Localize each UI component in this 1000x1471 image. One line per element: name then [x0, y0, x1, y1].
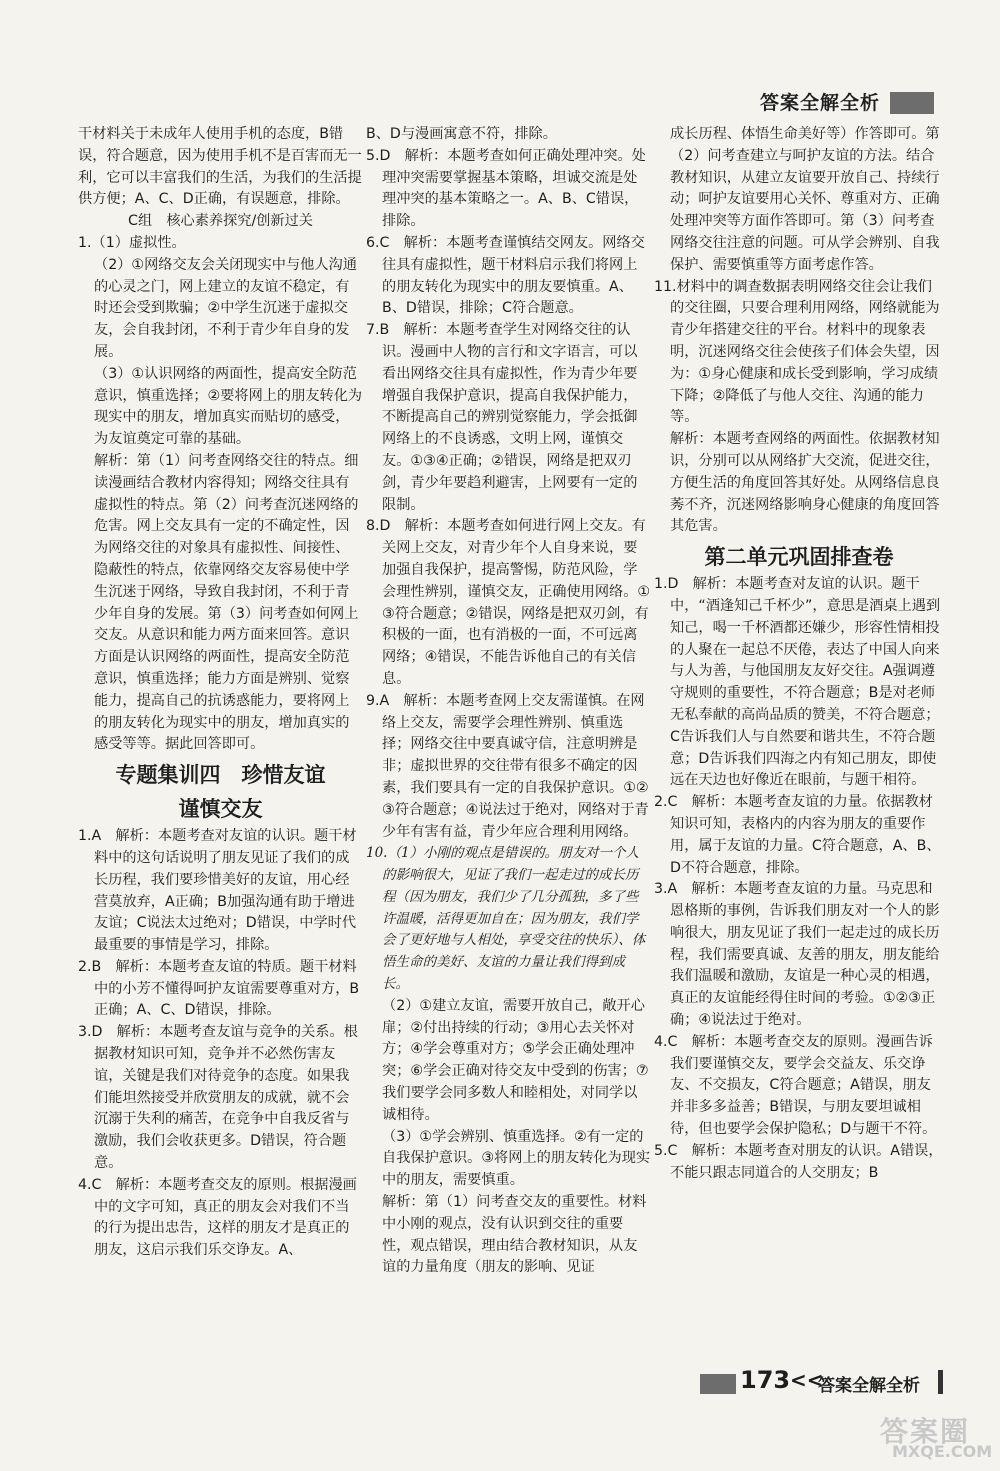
header-label: 答案全解全析: [759, 92, 880, 114]
page-number: 173: [740, 1366, 791, 1394]
header-bar: [890, 92, 934, 114]
analysis: 解析：第（1）问考查交友的重要性。材料中小刚的观点，没有认识到交往的重要性，观点错误，理由结合教材知识，从友谊的力量角度（朋友的影响、见证: [382, 1194, 647, 1276]
answer-item: 5.D 解析：本题考查如何正确处理冲突。处理冲突需要掌握基本策略，坦诚交流是处理冲突的基本策略之一。A、B、C错误，排除。: [366, 147, 646, 230]
answer-item: 5.C 解析：本题考查对朋友的认识。A错误，不能只跟志同道合的人交朋友；B: [654, 1142, 943, 1181]
answer-item: 10.（1）小刚的观点是错误的。朋友对一个人的影响很大，见证了我们一起走过的成长历程（因为朋友，我们少了几分孤独，多了些许温暖，活得更加自在；因为朋友，我们学会了更好地与人相处，享受交往的快乐）、体悟生命的美好、友谊的力量让我们得到成长。: [366, 845, 646, 993]
answer-item: 7.B 解析：本题考查学生对网络交往的认识。漫画中人物的言行和文字语言，可以看出网络交往具有虚拟性，作为青少年要增强自我保护意识，提高自我保护能力，不断提高自己的辨别觉察能力，学会抵御网络上的不良诱惑，文明上网，谨慎交友。①③④正确；②错误，网络是把双刃剑，青少年要趋利避害，上网要有一定的限制。: [366, 322, 638, 513]
watermark: 答案圈: [880, 1415, 971, 1448]
footer-bar: [700, 1374, 736, 1394]
answer-item: 2.C 解析：本题考查友谊的力量。依据教材知识可知，表格内的内容为朋友的重要作用，属于友谊的力量。C符合题意，A、B、D不符合题意，排除。: [654, 794, 941, 876]
analysis: 解析：第（1）问考查网络交往的特点。细读漫画结合教材内容得知；网络交往具有虚拟性的特点。第（2）问考查沉迷网络的危害。网上交友具有一定的不确定性，因为网络交往的对象具有虚拟性、间接性、隐蔽性的特点，依靠网络交友容易使中学生沉迷于网络，导致自我封闭，不利于青少年自身的发展。第（3）问考查如何网上交友。从意识和能力两方面来回答。意识方面是认识网络的两面性，提高安全防范意识，慎重选择；能力方面是辨别、觉察能力，提高自己的抗诱惑能力，要将网上的朋友转化为现实中的朋友，增加真实的感受等等。据此回答即可。: [94, 452, 359, 753]
answer-item: 1.D 解析：本题考查对友谊的认识。题干中，“酒逢知己千杯少”，意思是酒桌上遇到知己，喝一千杯酒都还嫌少，形容性情相投的人聚在一起总不厌倦，表达了中国人向来与人为善，与他国朋友友好交往。A强调遵守规则的重要性，不符合题意；B是对老师无私奉献的高尚品质的赞美，不符合题意；C告诉我们人与自然要和谐共生，不符合题意；D告诉我们四海之内有知己朋友，即使远在天边也好像近在眼前，与题干相符。: [654, 576, 941, 789]
column-3: [654, 124, 944, 1184]
footer-label: 答案全解全析: [818, 1376, 920, 1396]
section-title: 专题集训四 珍惜友谊: [115, 763, 326, 788]
paragraph: （2）①网络交友会关闭现实中与他人沟通的心灵之门，网上建立的友谊不稳定，有时还会受到欺骗；②中学生沉迷于虚拟交友，会自我封闭，不利于青少年自身的发展。: [94, 256, 357, 360]
paragraph: 成长历程、体悟生命美好等）作答即可。第（2）问考查建立与呵护友谊的方法。结合教材知识，从建立友谊要开放自己、持续行动；呵护友谊要用心关怀、尊重对方、正确处理冲突等方面作答即可。第（3）问考查网络交往注意的问题。可从学会辨别、自我保护、需要慎重等方面考虑作答。: [670, 126, 940, 273]
paragraph: （3）①学会辨别、慎重选择。②有一定的自我保护意识。③将网上的朋友转化为现实中的朋友，需要慎重。: [382, 1128, 651, 1189]
answer-item: 4.C 解析：本题考查交友的原则。根据漫画中的文字可知，真正的朋友会对我们不当的行为提出忠告，这样的朋友才是真正的朋友，这启示我们乐交诤友。A、: [78, 1176, 357, 1259]
answer-item: 8.D 解析：本题考查如何进行网上交友。有关网上交友，对青少年个人自身来说，要加强自我保护，提高警惕，防范风险，学会理性辨别，谨慎交友，正确使用网络。①③符合题意；②错误，网络是把双刃剑，有积极的一面，也有消极的一面，不可远离网络；④错误，不能告诉他自己的有关信息。: [366, 518, 651, 687]
watermark-url: MXQE.COM: [892, 1442, 993, 1461]
answer-item: 4.C 解析：本题考查交友的原则。漫画告诉我们要谨慎交友，要学会交益友、乐交诤友、不交损友，C符合题意；A错误，朋友并非多多益善；B错误，与朋友要坦诚相待，但也要学会保护隐私；D与题干不符。: [654, 1033, 937, 1138]
answer-item: 9.A 解析：本题考查网上交友需谨慎。在网络上交友，需要学会理性辨别、慎重选择；网络交往中要真诚守信，注意明辨是非；虚拟世界的交往带有很多不确定的因素，我们要具有一定的自我保护意识。①②③符合题意；④说法过于绝对，网络对于青少年有害有益，青少年应合理利用网络。: [366, 692, 649, 840]
chevron-left-icon: <<: [790, 1368, 824, 1392]
paragraph: B、D与漫画寓意不符，排除。: [366, 126, 557, 142]
answer-item: 11.材料中的调查数据表明网络交往会让我们的交往圈，只要合理利用网络，网络就能为青少年搭建交往的平台。材料中的现象表明，沉迷网络交往会使孩子们体会失望，因为：①身心健康和成长受到影响，学习成绩下降；②降低了与他人交往、沟通的能力等。: [654, 278, 940, 426]
answer-item: 1.A 解析：本题考查对友谊的认识。题干材料中的这句话说明了朋友见证了我们的成长历程，我们要珍惜美好的友谊，用心经营莫放弃，A正确；B加强沟通有助于增进友谊；C说法太过绝对；D错误，中学时代最重要的事情是学习，排除。: [78, 828, 357, 954]
answer-item: 1.（1）虚拟性。: [78, 234, 186, 251]
column-2: [366, 124, 651, 1279]
paragraph: （2）①建立友谊，需要开放自己，敞开心扉；②付出持续的行动；③用心去关怀对方；④学会尊重对方；⑤学会正确处理冲突；⑥学会正确对待交友中受到的伤害；⑦我们要学会同多数人和睦相处，对同学以诚相待。: [382, 997, 649, 1123]
group-heading: C组 核心素养探究/创新过关: [128, 213, 313, 230]
analysis: 解析：本题考查网络的两面性。依据教材知识，分别可以从网络扩大交流，促进交往，方便生活的角度回答其好处。从网络信息良莠不齐，沉迷网络影响身心健康的角度回答其危害。: [670, 431, 940, 535]
paragraph: 干材料关于未成年人使用手机的态度，B错误，符合题意，因为使用手机不是百害而无一利，它可以丰富我们的生活，为我们的生活提供方便；A、C、D正确，有误题意，排除。: [78, 126, 362, 208]
section-subtitle: 谨慎交友: [178, 797, 263, 822]
answer-item: 6.C 解析：本题考查谨慎结交网友。网络交往具有虚拟性，题干材料启示我们将网上的朋友转化为现实中的朋友要慎重。A、B、D错误，排除；C符合题意。: [366, 234, 645, 317]
answer-item: 3.D 解析：本题考查友谊与竞争的关系。根据教材知识可知，竞争并不必然伤害友谊，关键是我们对待竞争的态度。如果我们能坦然接受并欣赏朋友的成就，就不会沉溺于失利的痛苦，在竞争中自我反省与激励，我们会收获更多。D错误，符合题意。: [78, 1024, 358, 1172]
answer-item: 2.B 解析：本题考查友谊的特质。题干材料中的小芳不懂得呵护友谊需要尊重对方，B正确；A、C、D错误，排除。: [78, 958, 360, 1019]
paragraph: （3）①认识网络的两面性，提高安全防范意识，慎重选择；②要将网上的朋友转化为现实中的朋友，增加真实而贴切的感受，为友谊奠定可靠的基础。: [94, 365, 363, 448]
section-title: 第二单元巩固排查卷: [704, 545, 894, 570]
footer-end-bar: [938, 1370, 943, 1394]
column-1: [78, 124, 363, 1262]
answer-item: 3.A 解析：本题考查友谊的力量。马克思和恩格斯的事例，告诉我们朋友对一个人的影响很大，朋友见证了我们一起走过的成长历程，我们需要真诚、友善的朋友，朋友能给我们温暖和激励，友谊是一种心灵的相遇，真正的友谊能经得住时间的考验。①②③正确；④说法过于绝对。: [654, 881, 940, 1029]
